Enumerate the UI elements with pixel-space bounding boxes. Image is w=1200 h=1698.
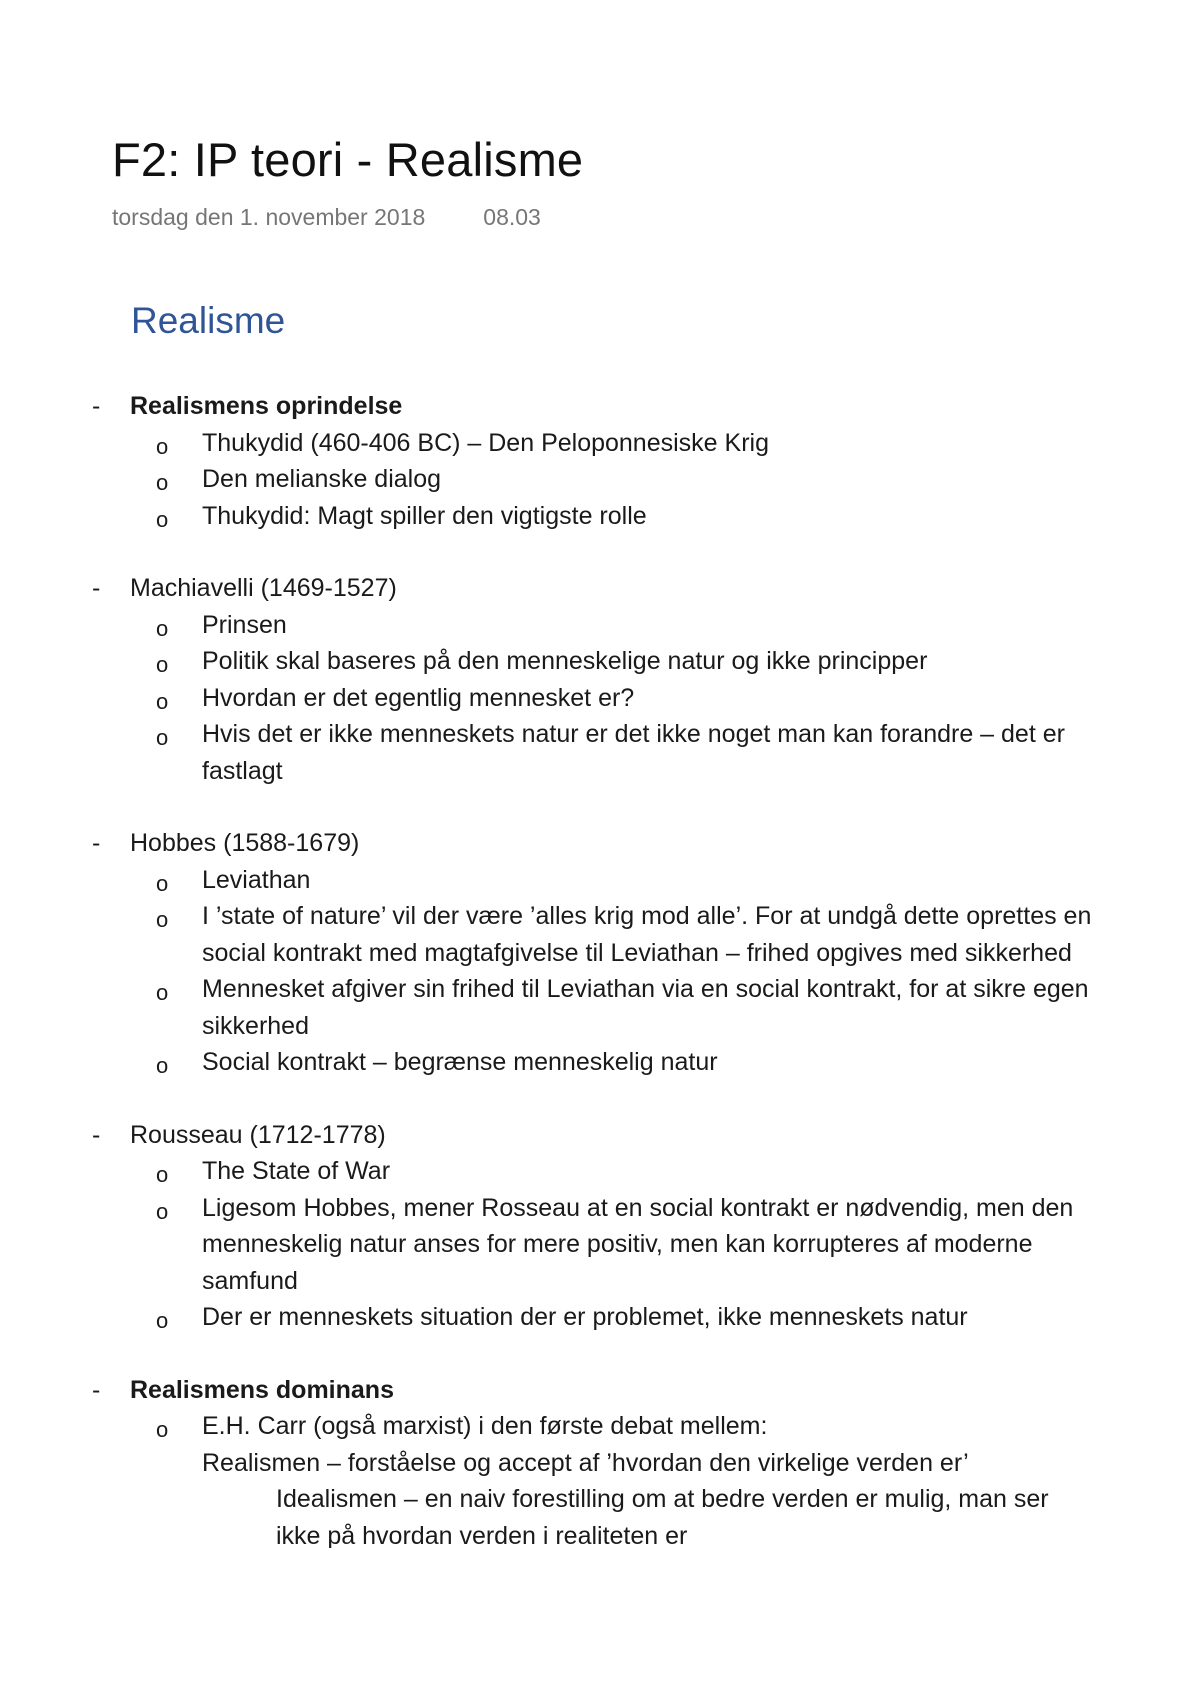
circle-bullet-icon: o (156, 870, 169, 896)
outline-level1-item: - Machiavelli (1469-1527) (0, 570, 1200, 607)
circle-bullet-icon: o (156, 470, 169, 495)
outline-level1-item: - Hobbes (1588-1679) (0, 825, 1200, 862)
outline-level2-item: o The State of War (0, 1153, 1200, 1190)
outline-level2-item: o I ’state of nature’ vil der være ’alles krig mod alle’. For at undgå dette oprettes en social kontrakt med magtafgivelse til Leviathan – frihed opgives med sikkerhed (156, 902, 1092, 967)
outline-level2-item: o Leviathan (0, 862, 1200, 899)
page-date: torsdag den 1. november 2018 (112, 204, 426, 230)
outline-level2-item: o Thukydid (460-406 BC) – Den Peloponnesiske Krig (0, 425, 1200, 462)
outline-level2-item: o Den melianske dialog (0, 461, 1200, 498)
outline-group-hobbes (0, 825, 1200, 1081)
continuation-line: Idealismen – en naiv forestilling om at bedre verden er mulig, man ser (276, 1485, 1049, 1513)
outline-group-dominance (0, 1372, 1200, 1548)
outline-level2-item: o Der er menneskets situation der er problemet, ikke menneskets natur (0, 1299, 1200, 1336)
circle-bullet-icon: o (156, 688, 169, 714)
page-metadata (112, 204, 541, 231)
page-time: 08.03 (483, 204, 541, 230)
outline-level2-item: o E.H. Carr (også marxist) i den første debat mellem: (0, 1408, 1200, 1445)
outline-level2-item: o Hvordan er det egentlig mennesket er? (0, 680, 1200, 717)
circle-bullet-icon: o (156, 1417, 169, 1442)
circle-bullet-icon: o (156, 725, 169, 750)
outline-content (0, 388, 1200, 1548)
dash-bullet-icon: - (92, 392, 101, 420)
outline-level2-item: o Hvis det er ikke menneskets natur er det ikke noget man kan forandre – det er fastlagt (156, 720, 1065, 785)
circle-bullet-icon: o (156, 506, 169, 532)
circle-bullet-icon: o (156, 980, 169, 1005)
circle-bullet-icon: o (156, 652, 169, 677)
outline-group-rousseau (0, 1117, 1200, 1336)
outline-level2-item: o Prinsen (0, 607, 1200, 644)
outline-level2-item: o Social kontrakt – begrænse menneskelig natur (0, 1044, 1200, 1081)
circle-bullet-icon: o (156, 615, 169, 641)
circle-bullet-icon: o (156, 1053, 169, 1078)
continuation-line: Realismen – forståelse og accept af ’hvordan den virkelige verden er’ (202, 1448, 969, 1477)
outline-level2-item: o Politik skal baseres på den menneskelige natur og ikke principper (0, 643, 1200, 680)
circle-bullet-icon: o (156, 1308, 169, 1333)
dash-bullet-icon: - (92, 574, 101, 602)
outline-level1-item: - Rousseau (1712-1778) (0, 1117, 1200, 1154)
continuation-line-clipped: ikke på hvordan verden i realiteten er (276, 1521, 688, 1548)
outline-level2-item: o Ligesom Hobbes, mener Rosseau at en social kontrakt er nødvendig, men den menneskelig natur anses for mere positiv, men kan korrupteres af moderne samfund (156, 1193, 1074, 1295)
dash-bullet-icon: - (92, 829, 101, 857)
circle-bullet-icon: o (156, 433, 169, 459)
outline-level1-item: - Realismens oprindelse (0, 388, 1200, 425)
outline-group-origin (0, 388, 1200, 534)
dash-bullet-icon: - (92, 1375, 101, 1404)
circle-bullet-icon: o (156, 1162, 169, 1187)
outline-level2-item: o Thukydid: Magt spiller den vigtigste rolle (0, 498, 1200, 535)
outline-level1-item: - Realismens dominans (0, 1372, 1200, 1409)
outline-level2-item: o Mennesket afgiver sin frihed til Leviathan via en social kontrakt, for at sikre egen sikkerhed (156, 975, 1089, 1040)
outline-group-machiavelli (0, 570, 1200, 789)
section-heading: Realisme (131, 300, 286, 341)
page-title: F2: IP teori - Realisme (112, 133, 584, 186)
circle-bullet-icon: o (156, 907, 169, 932)
circle-bullet-icon: o (156, 1198, 169, 1224)
dash-bullet-icon: - (92, 1120, 101, 1149)
